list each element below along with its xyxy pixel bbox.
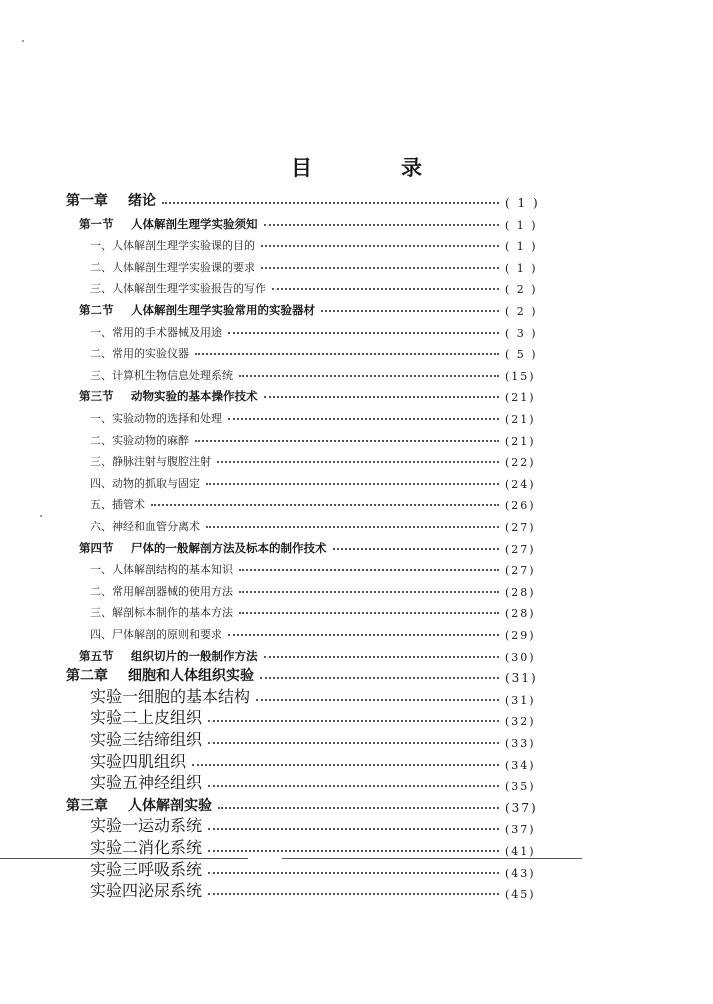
toc-entry-title: 人体解剖实验 bbox=[128, 797, 212, 814]
toc-entry-label bbox=[79, 648, 258, 664]
toc-entry-page: (21) bbox=[505, 434, 536, 448]
toc-entry bbox=[0, 297, 713, 318]
dot-leader bbox=[151, 504, 499, 506]
toc-entry bbox=[0, 664, 713, 685]
toc-entry-page: (31) bbox=[505, 693, 536, 707]
toc-entry-label bbox=[66, 190, 156, 210]
toc-entry bbox=[0, 535, 713, 556]
toc-entry bbox=[0, 621, 713, 642]
toc-entry bbox=[0, 686, 713, 707]
toc-entry-number: 第二节 bbox=[79, 303, 114, 317]
toc-entry-page: (28) bbox=[505, 607, 536, 621]
dot-leader bbox=[208, 720, 499, 722]
toc-entry bbox=[0, 211, 713, 232]
toc-entry-page: ( 2 ) bbox=[505, 283, 538, 297]
toc-entry-label bbox=[90, 626, 222, 642]
dot-leader bbox=[239, 569, 499, 571]
toc-entry-page: (28) bbox=[505, 585, 536, 599]
toc-entry-page: (21) bbox=[505, 391, 536, 405]
toc-entry-label bbox=[90, 432, 189, 448]
toc-entry-title: 一、人体解剖结构的基本知识 bbox=[90, 563, 233, 577]
toc-entry-page: ( 2 ) bbox=[505, 305, 538, 318]
dot-leader bbox=[321, 310, 499, 312]
toc-entry-title: 五、插管术 bbox=[90, 498, 145, 512]
dot-leader bbox=[228, 418, 499, 420]
toc-entry-title: 呼吸系统 bbox=[138, 859, 203, 879]
toc-entry-label bbox=[90, 237, 255, 253]
toc-entry-number: 实验四 bbox=[90, 881, 139, 901]
toc-entry-label bbox=[90, 813, 202, 836]
page-title: 目 录 bbox=[291, 156, 456, 180]
toc-entry-title: 动物实验的基本操作技术 bbox=[131, 389, 258, 404]
toc-entry-page: (31) bbox=[505, 671, 538, 686]
toc-entry-label bbox=[90, 727, 202, 750]
toc-entry-title: 一、常用的手术器械及用途 bbox=[90, 325, 222, 339]
toc-entry-label bbox=[79, 540, 327, 556]
toc-entry-number: 第一节 bbox=[79, 216, 114, 231]
toc-entry bbox=[0, 448, 713, 469]
toc-entry-page: (27) bbox=[505, 521, 536, 534]
toc-entry-page: (30) bbox=[505, 650, 536, 664]
toc-entry-page: (22) bbox=[505, 456, 536, 470]
dot-leader bbox=[208, 893, 499, 895]
toc-entry-page: ( 5 ) bbox=[505, 348, 538, 362]
toc-entry-title: 二、常用解剖器械的使用方法 bbox=[90, 584, 233, 598]
toc-entry-page: ( 1 ) bbox=[505, 240, 538, 254]
toc-entry-number: 实验一 bbox=[90, 686, 139, 706]
toc-entry-label bbox=[90, 496, 145, 512]
toc-entry-page: ( 3 ) bbox=[505, 326, 538, 340]
toc-entry bbox=[0, 513, 713, 534]
dot-leader bbox=[195, 353, 499, 355]
toc-entry-title: 人体解剖生理学实验常用的实验器材 bbox=[131, 303, 315, 317]
dot-leader bbox=[208, 872, 499, 874]
toc-entry bbox=[0, 578, 713, 599]
toc-entry bbox=[0, 275, 713, 296]
toc-entry-label bbox=[90, 749, 186, 772]
toc-entry-page: (37) bbox=[505, 800, 538, 815]
toc-entry-number: 实验三 bbox=[90, 730, 139, 749]
toc-entry bbox=[0, 751, 713, 772]
toc-entry-title: 结缔组织 bbox=[138, 730, 203, 749]
toc-entry-label bbox=[90, 684, 250, 707]
toc-entry bbox=[0, 405, 713, 426]
dot-leader bbox=[264, 396, 500, 398]
toc-entry-title: 三、解剖标本制作的基本方法 bbox=[90, 606, 233, 620]
toc-entry-page: (21) bbox=[505, 413, 536, 426]
toc-entry bbox=[0, 254, 713, 275]
dot-leader bbox=[217, 461, 499, 463]
dot-leader bbox=[206, 483, 499, 485]
toc-entry-label bbox=[90, 705, 202, 728]
toc-entry bbox=[0, 232, 713, 253]
toc-entry bbox=[0, 707, 713, 728]
toc-entry bbox=[0, 772, 713, 793]
toc-entry-number: 第五节 bbox=[79, 648, 114, 663]
toc-entry-title: 三、计算机生物信息处理系统 bbox=[90, 368, 233, 382]
toc-entry-label bbox=[90, 453, 211, 469]
toc-entry-label bbox=[90, 475, 200, 491]
toc-entry-page: (37) bbox=[505, 823, 536, 837]
toc-entry-label bbox=[90, 280, 266, 296]
toc-entry-page: (41) bbox=[505, 845, 536, 858]
dot-leader bbox=[192, 764, 499, 766]
dot-leader bbox=[208, 828, 499, 830]
toc-entry-title: 消化系统 bbox=[138, 838, 203, 857]
toc-entry-title: 细胞和人体组织实验 bbox=[128, 668, 254, 685]
toc-entry bbox=[0, 340, 713, 361]
toc-entry-label bbox=[90, 878, 202, 901]
toc-entry-label bbox=[90, 367, 233, 383]
scan-edge-line bbox=[0, 858, 248, 859]
dot-leader bbox=[239, 591, 499, 593]
dot-leader bbox=[195, 440, 499, 442]
dot-leader bbox=[261, 267, 499, 269]
toc-entry-number: 实验五 bbox=[90, 773, 139, 793]
toc-entry bbox=[0, 643, 713, 664]
dot-leader bbox=[264, 656, 500, 658]
dot-leader bbox=[206, 526, 499, 528]
toc-entry-label bbox=[90, 345, 189, 361]
toc-entry-title: 二、常用的实验仪器 bbox=[90, 347, 189, 361]
toc-entry-number: 第三章 bbox=[66, 797, 108, 814]
toc-entry-label bbox=[90, 259, 255, 275]
toc-entry bbox=[0, 729, 713, 750]
toc-entry bbox=[0, 815, 713, 836]
toc-entry-title: 绪论 bbox=[128, 193, 156, 209]
toc-entry-label bbox=[90, 770, 202, 793]
toc-entry-page: (43) bbox=[505, 866, 536, 880]
dot-leader bbox=[218, 807, 499, 809]
toc-entry-title: 四、动物的抓取与固定 bbox=[90, 476, 200, 490]
scan-edge-line bbox=[282, 858, 582, 859]
toc-entry-page: (15) bbox=[505, 369, 536, 383]
toc-entry bbox=[0, 319, 713, 340]
toc-entry-title: 组织切片的一般制作方法 bbox=[131, 648, 258, 663]
toc-entry bbox=[0, 383, 713, 404]
toc-entry-page: (35) bbox=[505, 780, 536, 794]
toc-entry-page: (34) bbox=[505, 758, 536, 772]
toc-entry-title: 六、神经和血管分离术 bbox=[90, 520, 200, 533]
dot-leader bbox=[333, 548, 500, 550]
toc-entry-number: 第一章 bbox=[66, 193, 108, 209]
dot-leader bbox=[264, 224, 500, 226]
toc-entry-page: (27) bbox=[505, 542, 536, 556]
toc-entry-title: 二、人体解剖生理学实验课的要求 bbox=[90, 260, 255, 274]
toc-entry-page: ( 1 ) bbox=[505, 196, 540, 210]
dot-leader bbox=[272, 288, 499, 290]
dot-leader bbox=[256, 699, 499, 701]
toc-entry-title: 三、人体解剖生理学实验报告的写作 bbox=[90, 282, 266, 296]
toc-entry-page: (33) bbox=[505, 737, 536, 750]
toc-entry bbox=[0, 362, 713, 383]
toc-entry-page: (26) bbox=[505, 499, 536, 513]
dot-leader bbox=[260, 677, 499, 679]
toc-entry-number: 第二章 bbox=[66, 668, 108, 685]
toc-entry-number: 实验二 bbox=[90, 708, 139, 728]
scan-speck bbox=[40, 515, 42, 517]
toc-entry-title: 泌尿系统 bbox=[138, 881, 203, 901]
scan-speck bbox=[22, 40, 24, 42]
toc-entry-title: 肌组织 bbox=[138, 751, 187, 771]
toc-entry-page: ( 1 ) bbox=[505, 218, 538, 232]
toc-entry-label bbox=[79, 216, 258, 232]
toc-entry bbox=[0, 880, 713, 901]
dot-leader bbox=[208, 850, 499, 852]
dot-leader bbox=[208, 785, 499, 787]
toc-entry-title: 一、实验动物的选择和处理 bbox=[90, 412, 222, 425]
toc-entry bbox=[0, 189, 713, 210]
toc-entry-label bbox=[90, 518, 200, 534]
toc-entry-title: 二、实验动物的麻醉 bbox=[90, 433, 189, 447]
toc-entry-label bbox=[90, 561, 233, 577]
dot-leader bbox=[208, 742, 499, 744]
toc-entry-label bbox=[79, 388, 258, 404]
toc-entry-title: 细胞的基本结构 bbox=[138, 686, 251, 706]
toc-entry-label bbox=[90, 857, 202, 880]
toc-entry-page: (24) bbox=[505, 477, 536, 491]
toc-entry-label bbox=[79, 302, 315, 318]
toc-entry-number: 实验三 bbox=[90, 859, 139, 879]
toc-entry-number: 实验一 bbox=[90, 816, 139, 836]
toc-entry-page: (32) bbox=[505, 715, 536, 729]
toc-entry-title: 四、尸体解剖的原则和要求 bbox=[90, 628, 222, 641]
toc-entry-label bbox=[90, 583, 233, 599]
dot-leader bbox=[228, 634, 499, 636]
toc-entry bbox=[0, 491, 713, 512]
dot-leader bbox=[228, 332, 499, 334]
toc-entry-title: 上皮组织 bbox=[138, 708, 203, 728]
toc-entry-title: 人体解剖生理学实验须知 bbox=[131, 216, 258, 231]
dot-leader bbox=[261, 245, 499, 247]
toc-entry-label bbox=[66, 795, 212, 815]
toc-entry-page: (27) bbox=[505, 564, 536, 578]
toc-entry-title: 一、人体解剖生理学实验课的目的 bbox=[90, 239, 255, 253]
toc-entry-title: 三、静脉注射与腹腔注射 bbox=[90, 455, 211, 469]
toc-entry-number: 实验二 bbox=[90, 838, 139, 857]
toc-entry-page: (45) bbox=[505, 888, 536, 902]
toc-entry-title: 运动系统 bbox=[138, 816, 203, 836]
toc-entry-number: 第三节 bbox=[79, 389, 114, 404]
toc-entry-number: 第四节 bbox=[79, 540, 114, 555]
toc-entry-label bbox=[90, 835, 202, 858]
toc-entry-title: 尸体的一般解剖方法及标本的制作技术 bbox=[131, 540, 327, 555]
toc-entry-label bbox=[66, 665, 254, 685]
toc-entry bbox=[0, 427, 713, 448]
toc-entry bbox=[0, 794, 713, 815]
dot-leader bbox=[162, 202, 499, 204]
toc-entry bbox=[0, 859, 713, 880]
toc-entry-label bbox=[90, 604, 233, 620]
toc-entry-number: 实验四 bbox=[90, 751, 139, 771]
toc-entry-label bbox=[90, 324, 222, 340]
toc-entry bbox=[0, 470, 713, 491]
dot-leader bbox=[239, 612, 499, 614]
toc-entry-page: (29) bbox=[505, 629, 536, 642]
toc-entry-label bbox=[90, 410, 222, 426]
toc-entry-title: 神经组织 bbox=[138, 773, 203, 793]
dot-leader bbox=[239, 375, 499, 377]
toc-entry-page: ( 1 ) bbox=[505, 261, 538, 275]
toc-entry bbox=[0, 556, 713, 577]
toc-entry bbox=[0, 599, 713, 620]
toc-entry bbox=[0, 837, 713, 858]
